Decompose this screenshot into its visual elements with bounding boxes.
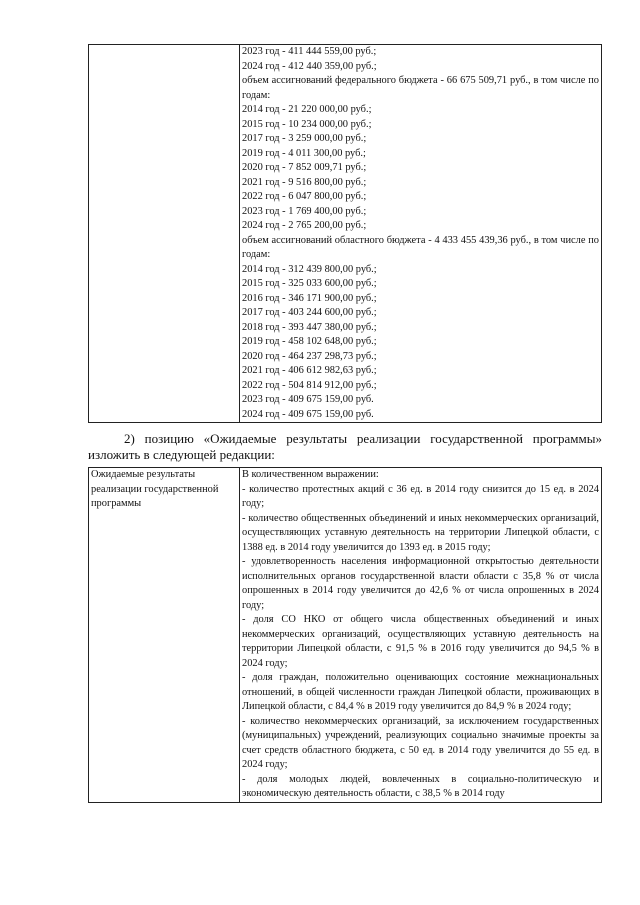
- expected-results-table: [88, 467, 602, 803]
- list-item: 2017 год - 3 259 000,00 руб.;: [242, 133, 367, 144]
- table-row: [89, 468, 602, 803]
- list-item: 2022 год - 504 814 912,00 руб.;: [242, 379, 377, 391]
- list-item: 2014 год - 312 439 800,00 руб.;: [242, 263, 377, 275]
- results-label-cell: Ожидаемые результаты реализации государственной программы: [89, 468, 240, 803]
- list-item: 2020 год - 7 852 009,71 руб.;: [242, 162, 367, 173]
- list-item: 2021 год - 406 612 982,63 руб.;: [242, 365, 377, 376]
- list-item: 2024 год - 2 765 200,00 руб.;: [242, 220, 367, 231]
- list-item: 2023 год - 409 675 159,00 руб.: [242, 394, 374, 405]
- list-item: 2020 год - 464 237 298,73 руб.;: [242, 350, 377, 362]
- list-item: 2019 год - 4 011 300,00 руб.;: [242, 147, 366, 159]
- list-item: 2017 год - 403 244 600,00 руб.;: [242, 307, 377, 318]
- financing-cell: [240, 45, 602, 423]
- list-item: 2019 год - 458 102 648,00 руб.;: [242, 336, 377, 347]
- list-item: - доля молодых людей, вовлеченных в социально-политическую и экономическую деятельность области, с 38,5 % в 2014 году: [242, 773, 599, 799]
- table-left-cell: [89, 45, 240, 423]
- list-item: 2016 год - 346 171 900,00 руб.;: [242, 292, 377, 304]
- table-row: [89, 45, 602, 423]
- amendment-paragraph: 2) позицию «Ожидаемые результаты реализации государственной программы» изложить в следующей редакции:: [88, 431, 602, 462]
- list-item: 2014 год - 21 220 000,00 руб.;: [242, 104, 372, 115]
- results-cell: [240, 468, 602, 803]
- list-item: - количество некоммерческих организаций, за исключением государственных (муниципальных) учреждений, реализующих социально значимые проекты за счет средств областного бюджета, с 50 ед. в 2014 году увеличится до 55 ед. в 2024 году;: [242, 715, 599, 770]
- list-item: 2023 год - 411 444 559,00 руб.;: [242, 46, 377, 57]
- list-item: - количество протестных акций с 36 ед. в 2014 году снизится до 15 ед. в 2024 году;: [242, 483, 599, 509]
- list-item: - доля граждан, положительно оценивающих состояние межнациональных отношений, в общей численности граждан Липецкой области, проживающих в Липецкой области, с 84,4 % в 2019 году увеличится до 84,9 % в 2024 году;: [242, 672, 599, 712]
- financing-table: [88, 44, 602, 423]
- list-item: 2015 год - 325 033 600,00 руб.;: [242, 278, 377, 289]
- list-item: 2015 год - 10 234 000,00 руб.;: [242, 118, 372, 130]
- list-item: 2024 год - 412 440 359,00 руб.;: [242, 60, 377, 72]
- list-item: В количественном выражении:: [242, 469, 379, 480]
- list-item: 2018 год - 393 447 380,00 руб.;: [242, 321, 377, 333]
- list-item: 2021 год - 9 516 800,00 руб.;: [242, 176, 367, 188]
- list-item: 2024 год - 409 675 159,00 руб.: [242, 408, 374, 420]
- list-item: 2023 год - 1 769 400,00 руб.;: [242, 205, 367, 217]
- list-item: - доля СО НКО от общего числа общественных объединений и иных некоммерческих организаций, осуществляющих уставную деятельность на территории Липецкой области, с 91,5 % в 2016 году увеличится до 94,5 % в 2024 году;: [242, 614, 599, 669]
- list-item: - удовлетворенность населения информационной открытостью деятельности исполнительных органов государственной власти области с 35,8 % от числа опрошенных в 2014 году увеличится до 42,6 % от числа опрошенных в 2024 году;: [242, 556, 599, 611]
- list-item: 2022 год - 6 047 800,00 руб.;: [242, 191, 367, 202]
- list-item: объем ассигнований федерального бюджета - 66 675 509,71 руб., в том числе по годам:: [242, 75, 599, 101]
- list-item: - количество общественных объединений и иных некоммерческих организаций, осуществляющих уставную деятельность на территории Липецкой области, с 1388 ед. в 2014 году увеличится до 1393 ед. в 2015 году;: [242, 512, 599, 553]
- list-item: объем ассигнований областного бюджета - 4 433 455 439,36 руб., в том числе по годам:: [242, 234, 599, 260]
